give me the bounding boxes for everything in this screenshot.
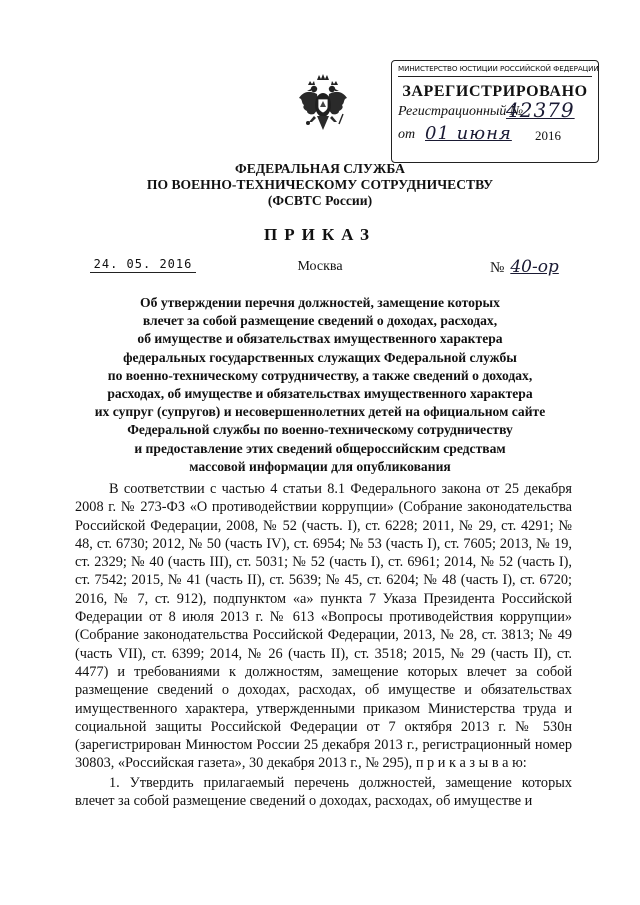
stamp-reg-row — [398, 98, 592, 124]
subject-line: об имуществе и обязательствах имущественного характера — [137, 331, 503, 347]
agency-header-line3: (ФСВТС России) — [267, 193, 373, 208]
agency-header-line2: ПО ВОЕННО-ТЕХНИЧЕСКОМУ СОТРУДНИЧЕСТВУ — [146, 177, 494, 192]
order-number — [490, 257, 559, 277]
subject-line: Федеральной службы по военно-техническому сотрудничеству — [127, 422, 513, 438]
order-date: 24. 05. 2016 — [90, 257, 196, 273]
stamp-date-handwritten: 01 июня — [425, 123, 512, 144]
subject-line: федеральных государственных служащих Федеральной службы — [123, 349, 517, 365]
order-city: Москва — [297, 259, 343, 274]
order-body — [75, 480, 572, 810]
stamp-date-row — [398, 123, 592, 147]
stamp-year: 2016 — [535, 128, 561, 143]
order-subject — [70, 294, 570, 476]
stamp-registered-label: ЗАРЕГИСТРИРОВАНО — [402, 83, 588, 100]
body-paragraph-item-1: 1. Утвердить прилагаемый перечень должностей, замещение которых влечет за собой размещение сведений о доходах, расходах, об имуществе и — [75, 774, 572, 810]
subject-line: их супруг (супругов) и несовершеннолетних детей на официальном сайте — [94, 404, 546, 420]
stamp-reg-number: 42379 — [506, 98, 575, 122]
agency-header-line1: ФЕДЕРАЛЬНАЯ СЛУЖБА — [235, 161, 405, 176]
registration-stamp — [391, 60, 599, 163]
subject-line: по военно-техническому сотрудничеству, а также сведений о доходах, — [107, 367, 533, 383]
order-number-label: № — [490, 260, 505, 276]
stamp-date-prefix: от — [398, 127, 416, 142]
subject-line: и предоставление этих сведений общероссийским средствам — [134, 440, 506, 456]
coat-of-arms-emblem-icon — [297, 72, 349, 134]
subject-line: расходах, об имуществе и обязательствах имущественного характера — [107, 386, 533, 402]
stamp-ministry: МИНИСТЕРСТВО ЮСТИЦИИ РОССИЙСКОЙ ФЕДЕРАЦИИ — [398, 64, 592, 77]
subject-line: Об утверждении перечня должностей, замещение которых — [140, 295, 500, 310]
stamp-reg-label: Регистрационный № — [398, 104, 524, 119]
order-title: ПРИКАЗ — [264, 225, 376, 244]
subject-line: влечет за собой размещение сведений о доходах, расходах, — [142, 313, 498, 329]
subject-line: массовой информации для опубликования — [189, 458, 451, 474]
order-number-value: 40-ор — [510, 257, 559, 277]
body-paragraph-preamble: В соответствии с частью 4 статьи 8.1 Федерального закона от 25 декабря 2008 г. № 273-ФЗ «О противодействии коррупции» (Собрание законодательства Российской Федерации, 2008, № 52 (часть. I), ст. 6228; 2011, № 29, ст. 4291; № 48, ст. 6730; 2012, № 50 (часть IV), ст. 6954; № 53 (часть I), ст. 7605; 2013, № 19, ст. 2329; № 40 (часть III), ст. 5031; № 52 (часть I), ст. 6961; 2014, № 52 (часть I), ст. 7542; 2015, № 41 (часть II), ст. 5639; № 45, ст. 6204; № 48 (часть I), ст. 6720; 2016, № 7, ст. 912), подпунктом «а» пункта 7 Указа Президента Российской Федерации от 8 июля 2013 г. № 613 «Вопросы противодействия коррупции» (Собрание законодательства Российской Федерации, 2013, № 28, ст. 3813; № 49 (часть VII), ст. 6399; 2014, № 26 (часть II), ст. 3518; 2015, № 29 (часть II), ст. 4477) и требованиями к должностям, замещение которых влечет за собой размещение сведений о доходах, расходах, об имуществе и обязательствах имущественного характера, утвержденными приказом Министерства труда и социальной защиты Российской Федерации от 7 октября 2013 г. № 530н (зарегистрирован Минюстом России 25 декабря 2013 г., регистрационный номер 30803, «Российская газета», 30 декабря 2013 г., № 295), п р и к а з ы в а ю: — [75, 481, 572, 772]
agency-header — [0, 161, 640, 209]
